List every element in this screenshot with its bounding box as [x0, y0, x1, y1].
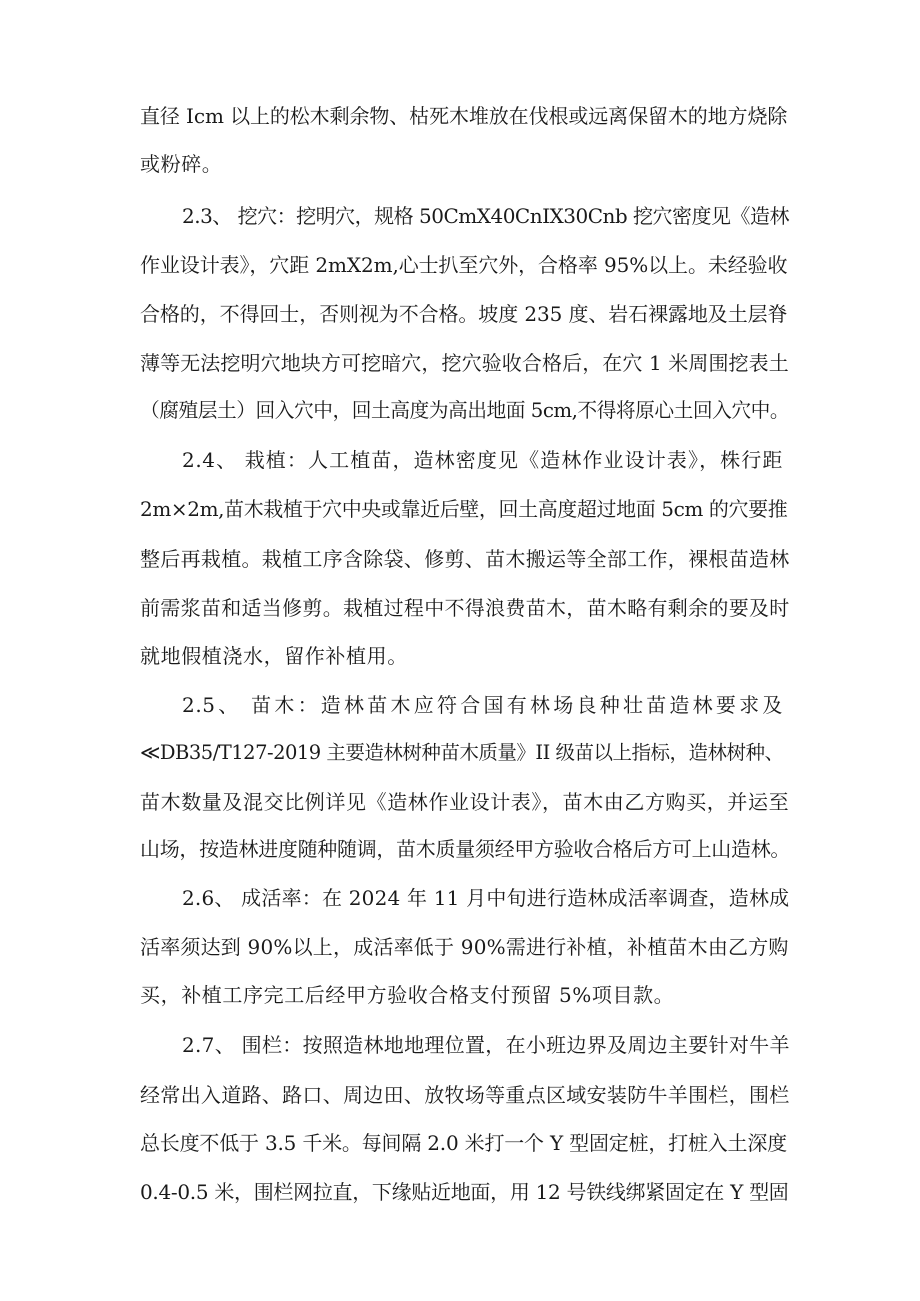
text-line: ≪DB35/T127-2019 主要造林树种苗木质量》II 级苗以上指标，造林树种、 [140, 741, 784, 764]
text-line: 薄等无法挖明穴地块方可挖暗穴，挖穴验收合格后，在穴 1 米周围挖表土 [140, 351, 789, 375]
text-line: 前需浆苗和适当修剪。栽植过程中不得浪费苗木，苗木略有剩余的要及时 [140, 596, 790, 620]
text-line: 0.4-0.5 米，围栏网拉直，下缘贴近地面，用 12 号铁线绑紧固定在 Y 型固 [140, 1180, 789, 1204]
text-line: （腐殖层土）回入穴中，回土高度为高出地面 5cm,不得将原心土回入穴中。 [140, 399, 790, 422]
section-2-7-heading-line: 2.7、 围栏：按照造林地地理位置，在小班边界及周边主要针对牛羊 [182, 1033, 790, 1057]
text-line: 整后再栽植。栽植工序含除袋、修剪、苗木搬运等全部工作，裸根苗造林 [140, 547, 790, 571]
text-line: 山场，按造林进度随种随调，苗木质量须经甲方验收合格后方可上山造林。 [140, 837, 791, 861]
text-line: 苗木数量及混交比例详见《造林作业设计表》，苗木由乙方购买，并运至 [140, 790, 790, 814]
text-line: 合格的，不得回士，否则视为不合格。坡度 235 度、岩石裸露地及土层脊 [140, 302, 788, 326]
section-2-5-heading-line: 2.5、 苗木：造林苗木应符合国有林场良种壮苗造林要求及 [182, 693, 783, 717]
text-line: 直径 Icm 以上的松木剩余物、枯死木堆放在伐根或远离保留木的地方烧除 [140, 104, 788, 128]
section-2-3-heading-line: 2.3、 挖穴：挖明穴，规格 50CmX40CnIX30Cnb 挖穴密度见《造林 [182, 204, 790, 228]
text-line: 活率须达到 90%以上，成活率低于 90%需进行补植，补植苗木由乙方购 [140, 935, 789, 959]
text-line: 或粉碎。 [140, 152, 223, 176]
text-line: 经常出入道路、路口、周边田、放牧场等重点区域安装防牛羊围栏，围栏 [140, 1083, 790, 1107]
text-line: 作业设计表》，穴距 2mX2m,心士扒至穴外，合格率 95%以上。未经验收 [140, 253, 788, 277]
text-line: 买，补植工序完工后经甲方验收合格支付预留 5%项目款。 [140, 983, 675, 1007]
section-2-6-heading-line: 2.6、 成活率：在 2024 年 11 月中旬进行造林成活率调查，造林成 [182, 886, 790, 910]
text-line: 2m×2m,苗木栽植于穴中央或靠近后壁，回土高度超过地面 5cm 的穴要推 [140, 497, 788, 521]
section-2-4-heading-line: 2.4、 栽植：人工植苗，造林密度见《造林作业设计表》，株行距 [182, 448, 783, 472]
text-line: 就地假植浇水，留作补植用。 [140, 644, 408, 668]
text-line: 总长度不低于 3.5 千米。每间隔 2.0 米打一个 Y 型固定桩，打桩入土深度 [140, 1131, 787, 1155]
